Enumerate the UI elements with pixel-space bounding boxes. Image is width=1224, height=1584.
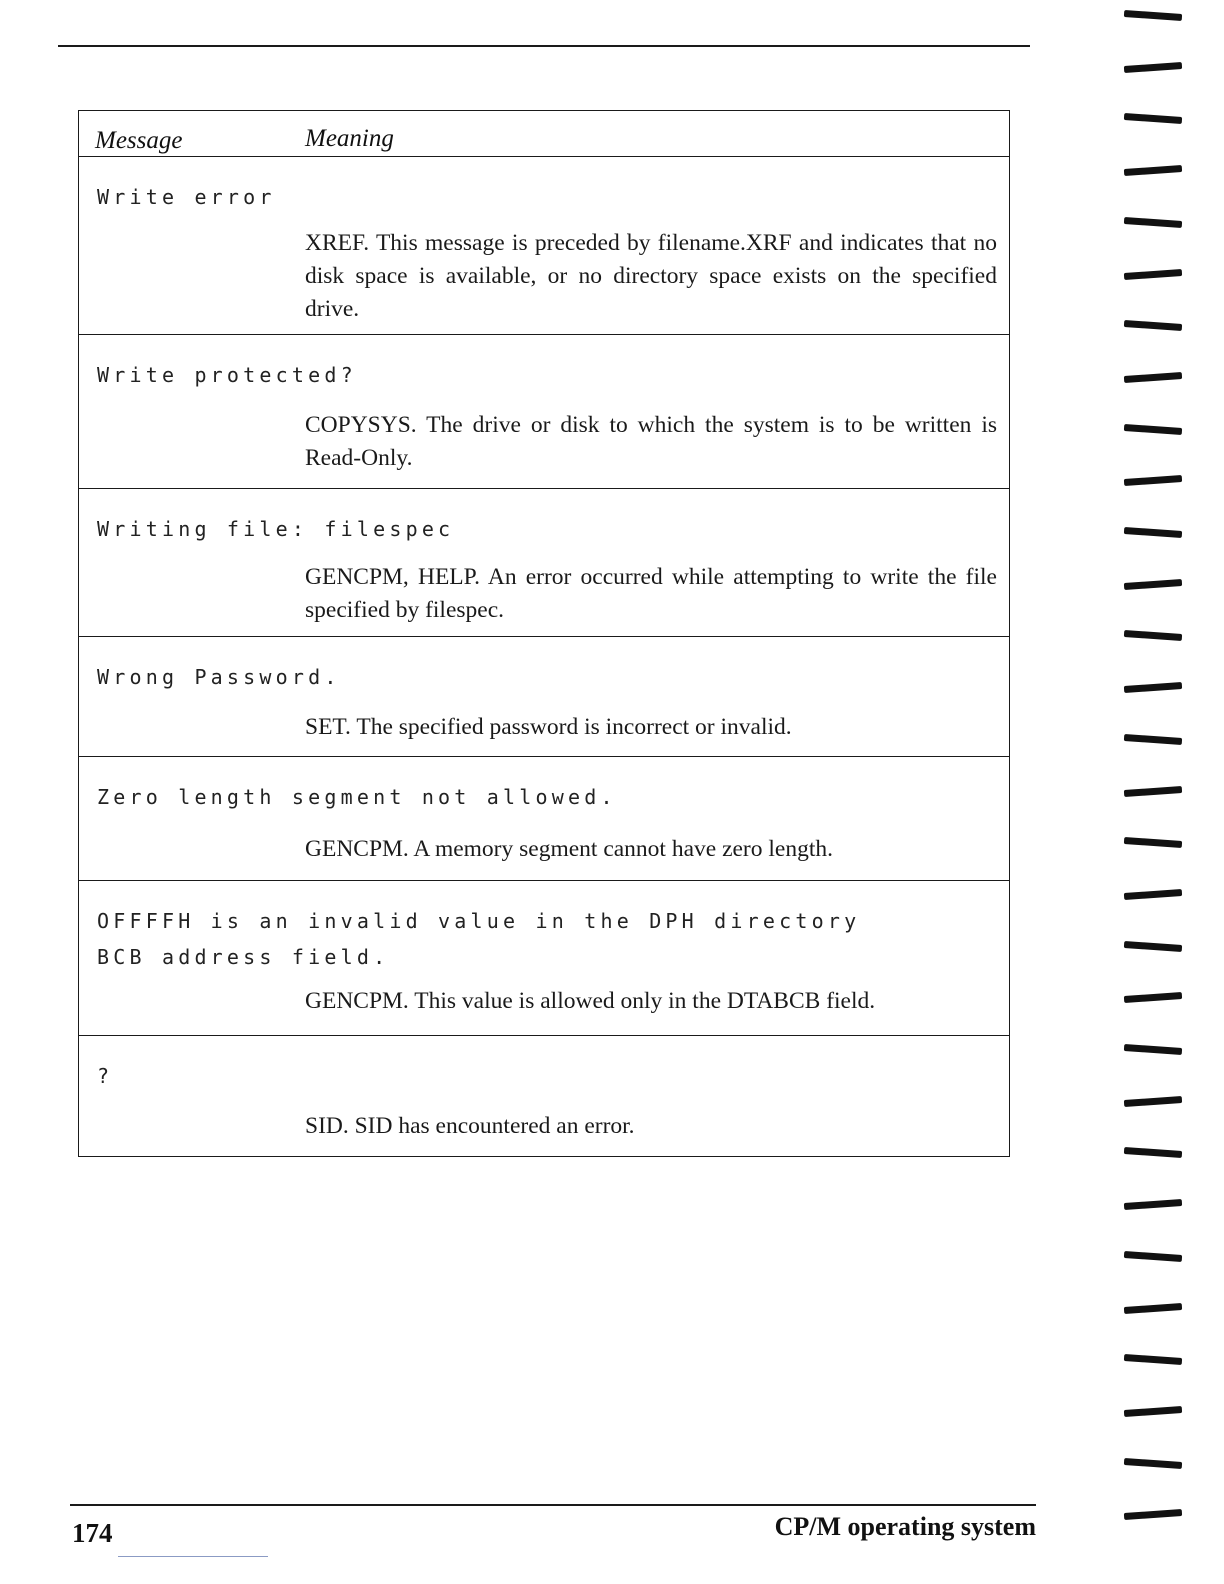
row-meaning: XREF. This message is preceded by filename.XRF and indicates that no disk space is available, or no directory space exists on the specified drive.	[305, 230, 997, 322]
table-row	[79, 335, 1009, 489]
row-message: Writing file: filespec	[97, 517, 455, 541]
row-message: Wrong Password.	[97, 665, 341, 689]
edge-mark	[1124, 1147, 1182, 1158]
top-rule	[58, 45, 1030, 47]
edge-mark	[1124, 1406, 1182, 1417]
edge-mark	[1124, 1199, 1182, 1210]
edge-mark	[1124, 268, 1182, 279]
row-message: Write protected?	[97, 363, 357, 387]
footer-rule	[70, 1504, 1036, 1506]
edge-mark	[1124, 424, 1182, 435]
row-meaning: GENCPM, HELP. An error occurred while attempting to write the file specified by filespec.	[305, 564, 997, 623]
header-message: Message	[95, 127, 183, 154]
edge-mark	[1124, 372, 1182, 383]
table-row	[79, 637, 1009, 757]
edge-mark	[1124, 1251, 1182, 1262]
row-meaning: SID. SID has encountered an error.	[305, 1113, 635, 1139]
page-edge-index-marks	[1116, 0, 1216, 1584]
row-meaning: COPYSYS. The drive or disk to which the system is to be written is Read-Only.	[305, 412, 997, 471]
edge-mark	[1124, 113, 1182, 124]
table-row	[79, 489, 1009, 637]
edge-mark	[1124, 1096, 1182, 1107]
error-messages-table	[78, 110, 1010, 1157]
edge-mark	[1124, 837, 1182, 848]
row-meaning: GENCPM. This value is allowed only in the DTABCB field.	[305, 988, 876, 1014]
edge-mark	[1124, 217, 1182, 228]
edge-mark	[1124, 62, 1182, 73]
edge-mark	[1124, 579, 1182, 590]
edge-mark	[1124, 10, 1182, 21]
edge-mark	[1124, 1044, 1182, 1055]
edge-mark	[1124, 165, 1182, 176]
edge-mark	[1124, 941, 1182, 952]
row-meaning: SET. The specified password is incorrect or invalid.	[305, 714, 792, 740]
edge-mark	[1124, 630, 1182, 641]
table-header	[79, 111, 1009, 157]
edge-mark	[1124, 475, 1182, 486]
row-message: Write error	[97, 185, 276, 209]
edge-mark	[1124, 1354, 1182, 1365]
table-row	[79, 1036, 1009, 1156]
edge-mark	[1124, 1509, 1182, 1520]
row-meaning: GENCPM. A memory segment cannot have zero length.	[305, 836, 833, 862]
table-row	[79, 757, 1009, 881]
edge-mark	[1124, 527, 1182, 538]
table-row	[79, 157, 1009, 335]
header-meaning: Meaning	[305, 125, 394, 152]
edge-mark	[1124, 320, 1182, 331]
bottom-rule	[118, 1556, 268, 1557]
row-message: OFFFFH is an invalid value in the DPH directory BCB address field.	[97, 909, 861, 969]
edge-mark	[1124, 889, 1182, 900]
row-message: ?	[97, 1064, 114, 1088]
edge-mark	[1124, 682, 1182, 693]
table-row	[79, 881, 1009, 1036]
edge-mark	[1124, 785, 1182, 796]
page-number: 174	[72, 1518, 113, 1548]
footer-title: CP/M operating system	[774, 1512, 1036, 1541]
edge-mark	[1124, 1458, 1182, 1469]
row-message: Zero length segment not allowed.	[97, 785, 617, 809]
edge-mark	[1124, 734, 1182, 745]
edge-mark	[1124, 992, 1182, 1003]
edge-mark	[1124, 1302, 1182, 1313]
